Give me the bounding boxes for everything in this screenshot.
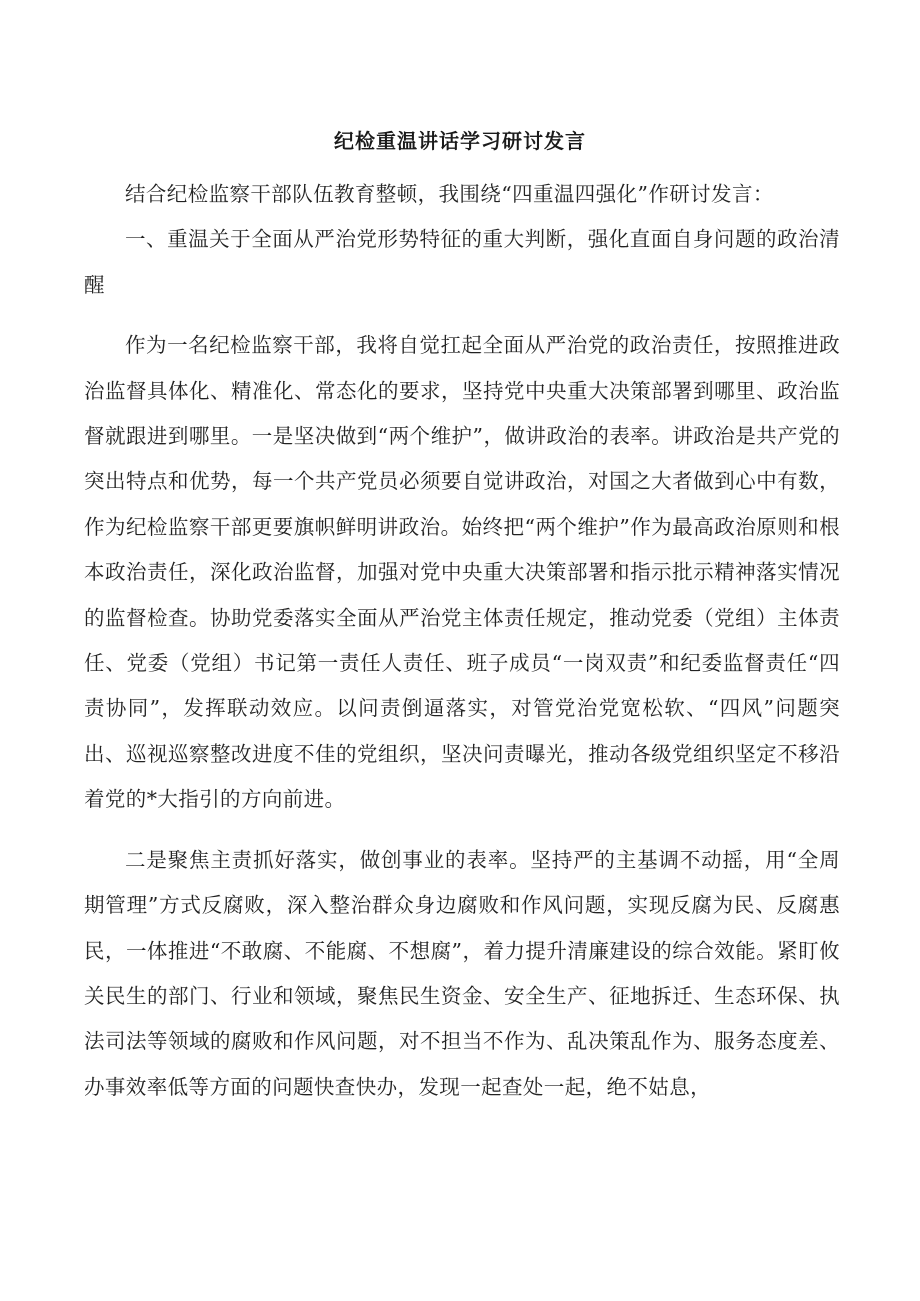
document-title: 纪检重温讲话学习研讨发言 [334,129,586,153]
section-heading-1: 一、重温关于全面从严治党形势特征的重大判断，强化直面自身问题的政治清醒 [84,227,840,297]
paragraph-intro: 结合纪检监察干部队伍教育整顿，我围绕“四重温四强化”作研讨发言： [125,182,774,206]
paragraph-2: 二是聚焦主责抓好落实，做创事业的表率。坚持严的主基调不动摇，用“全周期管理”方式反腐败，深入整治群众身边腐败和作风问题，实现反腐为民、反腐惠民，一体推进“不敢腐、不能腐、不想腐”，着力提升清廉建设的综合效能。紧盯攸关民生的部门、行业和领域，聚焦民生资金、安全生产、征地拆迁、生态环保、执法司法等领域的腐败和作风问题，对不担当不作为、乱决策乱作为、服务态度差、办事效率低等方面的问题快查快办，发现一起查处一起，绝不姑息， [84,847,840,1099]
paragraph-spacer [84,308,840,323]
paragraph-spacer [84,823,840,838]
paragraph-1: 作为一名纪检监察干部，我将自觉扛起全面从严治党的政治责任，按照推进政治监督具体化、精准化、常态化的要求，坚持党中央重大决策部署到哪里、政治监督就跟进到哪里。一是坚决做到“两个维护”，做讲政治的表率。讲政治是共产党的突出特点和优势，每一个共产党员必须要自觉讲政治，对国之大者做到心中有数，作为纪检监察干部更要旗帜鲜明讲政治。始终把“两个维护”作为最高政治原则和根本政治责任，深化政治监督，加强对党中央重大决策部署和指示批示精神落实情况的监督检查。协助党委落实全面从严治党主体责任规定，推动党委（党组）主体责任、党委（党组）书记第一责任人责任、班子成员“一岗双责”和纪委监督责任“四责协同”，发挥联动效应。以问责倒逼落实，对管党治党宽松软、“四风”问题突出、巡视巡察整改进度不佳的党组织，坚决问责曝光，推动各级党组织坚定不移沿着党的*大指引的方向前进。 [84,333,840,812]
document-body [84,172,840,1110]
